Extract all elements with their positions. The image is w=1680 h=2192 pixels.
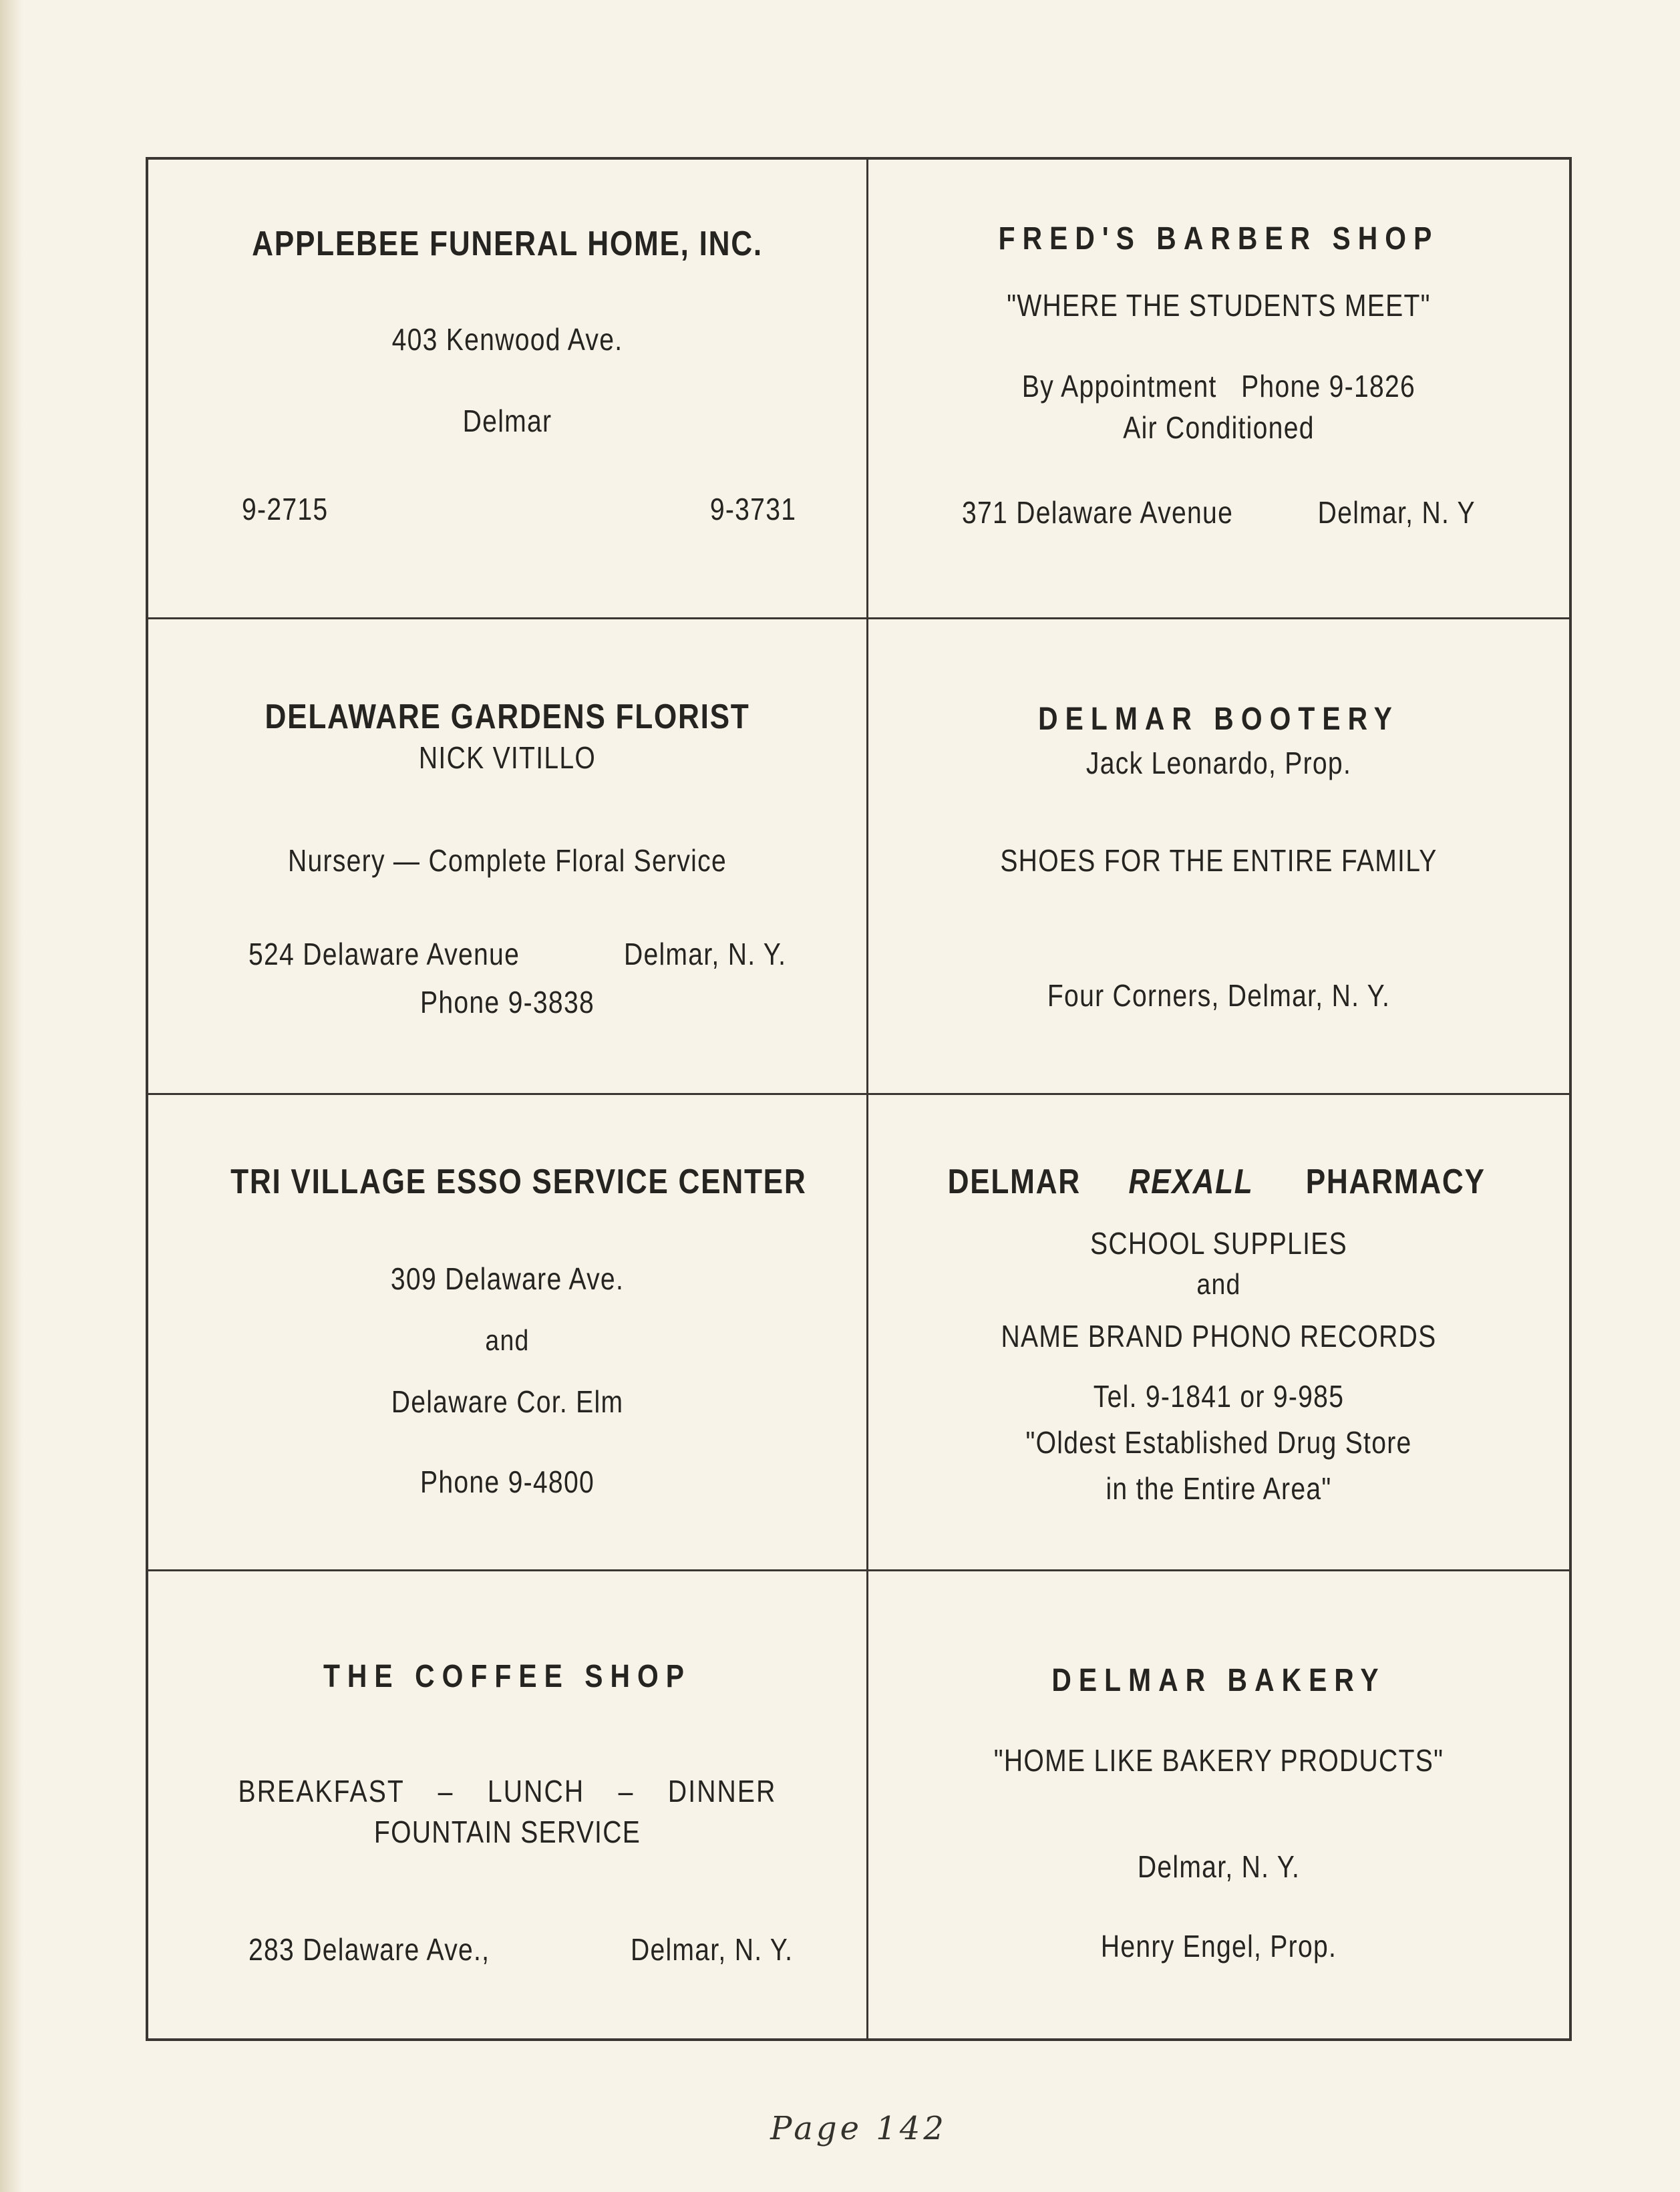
address-line: 371 Delaware Avenue (962, 495, 1234, 530)
ad-the-coffee-shop (148, 1569, 866, 2038)
phone-row (242, 494, 796, 524)
appointment-line: By Appointment Phone 9-1826 (1021, 369, 1416, 404)
conjunction-line: and (485, 1324, 530, 1357)
ad-title (902, 1164, 1536, 1199)
ad-title: DELMAR BAKERY (1051, 1663, 1386, 1698)
title-word-pharmacy: PHARMACY (1306, 1162, 1486, 1201)
ad-title: TRI VILLAGE ESSO SERVICE CENTER (230, 1162, 807, 1201)
proprietor-line: Jack Leonardo, Prop. (1085, 746, 1352, 780)
address-line: 403 Kenwood Ave. (391, 322, 623, 357)
ad-delaware-gardens-florist (148, 617, 866, 1093)
page-number: Page 142 (770, 2110, 947, 2147)
title-word-delmar: DELMAR (947, 1162, 1081, 1201)
supplies-line: SCHOOL SUPPLIES (1090, 1226, 1347, 1261)
city-line: Delmar, N. Y. (1137, 1849, 1301, 1884)
ad-freds-barber-shop (866, 160, 1569, 617)
address-line: 283 Delaware Ave., (248, 1932, 490, 1967)
page-edge-shadow (0, 0, 23, 2192)
fountain-line: FOUNTAIN SERVICE (373, 1815, 641, 1849)
slogan-line: SHOES FOR THE ENTIRE FAMILY (1000, 843, 1438, 878)
city-line: Delmar (462, 404, 552, 438)
conjunction-line: and (1196, 1268, 1241, 1301)
air-conditioned-line: Air Conditioned (1123, 410, 1315, 445)
city-line: Delmar, N. Y. (630, 1932, 793, 1967)
city-line: Delmar, N. Y. (623, 937, 786, 971)
services-line: Nursery — Complete Floral Service (288, 843, 727, 878)
quote-line-2: in the Entire Area" (1106, 1471, 1332, 1506)
phone-number-left: 9-2715 (242, 492, 329, 526)
quote-line-1: "Oldest Established Drug Store (1025, 1425, 1412, 1460)
phone-number-right: 9-3731 (709, 492, 796, 526)
address-line-1: 309 Delaware Ave. (390, 1261, 625, 1296)
ads-grid (146, 157, 1572, 2041)
city-line: Delmar, N. Y (1317, 495, 1476, 530)
address-line: 524 Delaware Avenue (248, 937, 520, 971)
ad-title: FRED'S BARBER SHOP (998, 221, 1440, 257)
address-line-2: Delaware Cor. Elm (391, 1384, 624, 1419)
meals-line: BREAKFAST – LUNCH – DINNER (238, 1774, 777, 1809)
ad-delmar-rexall-pharmacy (866, 1093, 1569, 1569)
address-row (248, 939, 786, 969)
telephone-line: Tel. 9-1841 or 9-985 (1093, 1379, 1345, 1414)
ad-tri-village-esso (148, 1093, 866, 1569)
address-row (962, 497, 1476, 528)
records-line: NAME BRAND PHONO RECORDS (1001, 1319, 1437, 1354)
address-row (248, 1934, 793, 1965)
proprietor-line: NICK VITILLO (418, 740, 597, 775)
slogan-line: "WHERE THE STUDENTS MEET" (1007, 288, 1431, 323)
phone-line: Phone 9-4800 (420, 1464, 595, 1499)
ad-delmar-bakery (866, 1569, 1569, 2038)
slogan-line: "HOME LIKE BAKERY PRODUCTS" (993, 1743, 1444, 1778)
proprietor-line: Henry Engel, Prop. (1100, 1929, 1337, 1964)
ad-title: THE COFFEE SHOP (323, 1659, 692, 1694)
phone-line: Phone 9-3838 (420, 985, 595, 1020)
ad-title: DELAWARE GARDENS FLORIST (265, 697, 750, 736)
ad-title: APPLEBEE FUNERAL HOME, INC. (252, 224, 763, 263)
ad-applebee-funeral-home (148, 160, 866, 617)
title-word-rexall: REXALL (1128, 1162, 1254, 1201)
ad-delmar-bootery (866, 617, 1569, 1093)
ad-title: DELMAR BOOTERY (1038, 701, 1399, 737)
address-line: Four Corners, Delmar, N. Y. (1047, 978, 1391, 1013)
